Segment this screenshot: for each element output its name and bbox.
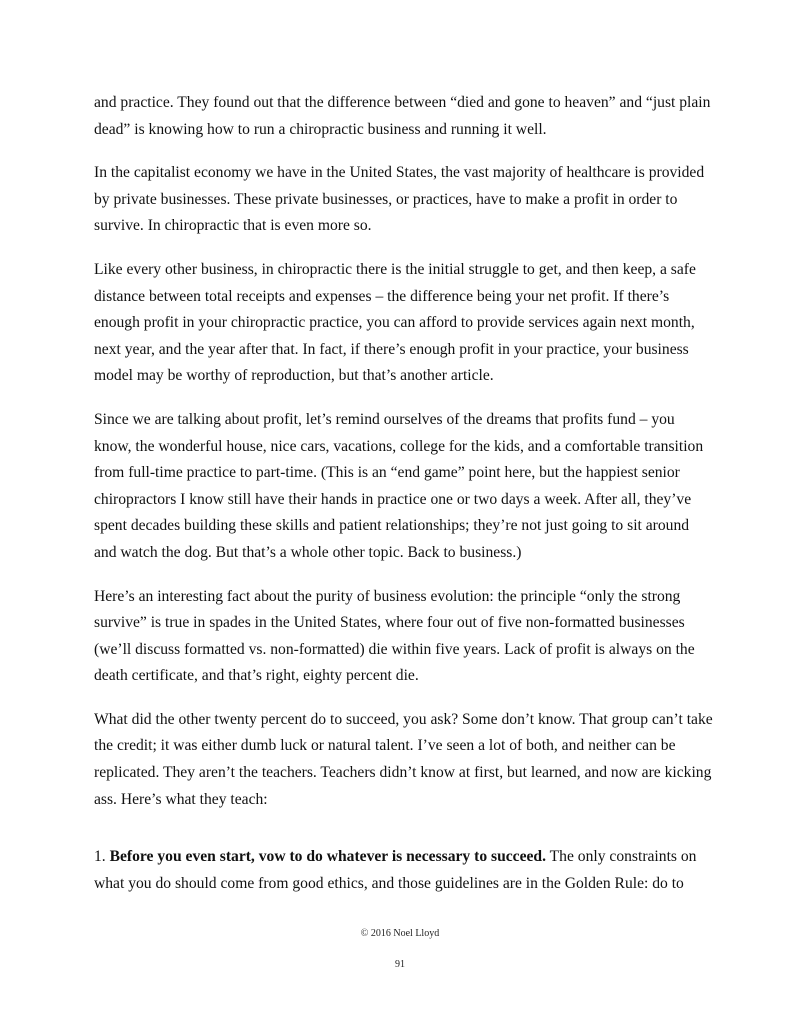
list-item-number: 1. <box>94 848 106 866</box>
paragraph-4: Since we are talking about profit, let’s remind ourselves of the dreams that profits fund – you know, the wonderful house, nice cars, vacations, college for the kids, and a comfortable transition from full-time practice to part-time. (This is an “end game” point here, but the happiest senior chiropractors I know still have their hands in practice one or two days a week. After all, they’ve spent decades building these skills and patient relationships; they’re not just going to sit around and watch the dog. But that’s a whole other topic. Back to business.) <box>94 410 704 561</box>
page-number: 91 <box>395 959 405 970</box>
paragraph-1: and practice. They found out that the difference between “died and gone to heaven” and “just plain dead” is knowing how to run a chiropractic business and running it well. <box>94 94 711 138</box>
paragraph-6: What did the other twenty percent do to succeed, you ask? Some don’t know. That group can’t take the credit; it was either dumb luck or natural talent. I’ve seen a lot of both, and neither can be replicated. They aren’t the teachers. Teachers didn’t know at first, but learned, and now are kicking ass. Here’s what they teach: <box>94 710 713 808</box>
list-item-1 <box>94 844 714 897</box>
paragraph-3: Like every other business, in chiropractic there is the initial struggle to get, and then keep, a safe distance between total receipts and expenses – the difference being your net profit. If there’s enough profit in your chiropractic practice, you can afford to provide services again next month, next year, and the year after that. In fact, if there’s enough profit in your practice, your business model may be worthy of reproduction, but that’s another article. <box>94 260 696 385</box>
list-item-text: The only constraints on what you do should come from good ethics, and those guidelines are in the Golden Rule: do to <box>94 848 697 892</box>
paragraph-5: Here’s an interesting fact about the purity of business evolution: the principle “only the strong survive” is true in spades in the United States, where four out of five non-formatted businesses (we’ll discuss formatted vs. non-formatted) die within five years. Lack of profit is always on the death certificate, and that’s right, eighty percent die. <box>94 587 695 685</box>
copyright-notice: © 2016 Noel Lloyd <box>360 928 440 939</box>
page-body <box>94 90 714 914</box>
list-item-bold-lead: Before you even start, vow to do whatever is necessary to succeed. <box>109 848 547 866</box>
paragraph-2: In the capitalist economy we have in the United States, the vast majority of healthcare is provided by private businesses. These private businesses, or practices, have to make a profit in order to survive. In chiropractic that is even more so. <box>94 164 705 235</box>
